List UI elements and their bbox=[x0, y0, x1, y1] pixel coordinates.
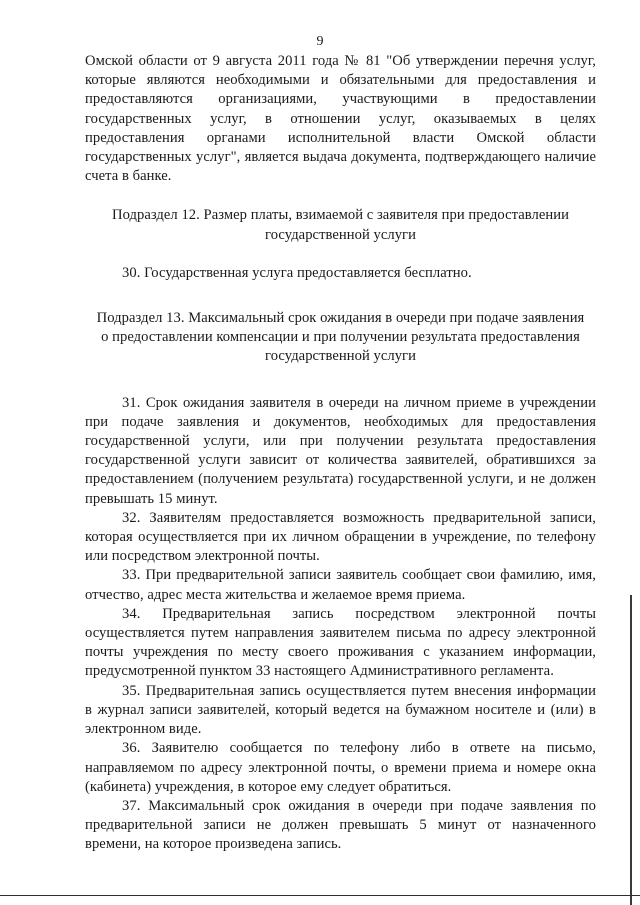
item-35-paragraph: 35. Предварительная запись осуществляется путем внесения информации в журнал записи заявителей, который ведется на бумажном носителе и (или) в электронном виде. bbox=[85, 682, 596, 738]
item-34-paragraph: 34. Предварительная запись посредством электронной почты осуществляется путем направления заявителем письма по адресу электронной почты учреждения по месту своего проживания с указанием информации, предусмотренной пунктом 33 настоящего Административного регламента. bbox=[85, 605, 596, 680]
subsection-12-heading-line-1: Подраздел 12. Размер платы, взимаемой с заявителя при предоставлении bbox=[112, 207, 569, 224]
item-36-paragraph: 36. Заявителю сообщается по телефону либо в ответе на письмо, направляемом по адресу электронной почты, о времени приема и номере окна (кабинета) учреждения, в которое ему следует обратиться. bbox=[85, 740, 596, 795]
scan-edge-shadow-bottom bbox=[0, 895, 640, 896]
item-33-paragraph: 33. При предварительной записи заявитель сообщает свои фамилию, имя, отчество, адрес места жительства и желаемое время приема. bbox=[85, 567, 596, 603]
subsection-12-heading bbox=[85, 206, 596, 244]
item-31-paragraph: 31. Срок ожидания заявителя в очереди на личном приеме в учреждении при подаче заявления и документов, необходимых для предоставления государственной услуги, или при получении результата предоставления государственной услуги зависит от количества заявителей, обратившихся за предоставлением (получением результата) государственной услуги, и не должен превышать 15 минут. bbox=[85, 394, 596, 507]
item-32-paragraph: 32. Заявителям предоставляется возможность предварительной записи, которая осуществляется при их личном обращении в учреждение, по телефону или посредством электронной почты. bbox=[85, 509, 596, 565]
document-body bbox=[85, 52, 596, 855]
subsection-13-heading-line-1: Подраздел 13. Максимальный срок ожидания в очереди при подаче заявления bbox=[96, 310, 585, 327]
subsection-12-heading-line-2: государственной услуги bbox=[265, 226, 416, 243]
item-30-paragraph: 30. Государственная услуга предоставляется бесплатно. bbox=[122, 264, 472, 281]
scan-edge-shadow-right bbox=[630, 595, 632, 905]
page-number: 9 bbox=[316, 34, 324, 49]
item-37-paragraph: 37. Максимальный срок ожидания в очереди при подаче заявления по предварительной записи не должен превышать 5 минут от назначенного времени, на которое произведена запись. bbox=[85, 797, 596, 853]
subsection-13-heading-line-2: о предоставлении компенсации и при получении результата предоставления bbox=[101, 329, 580, 346]
intro-paragraph: Омской области от 9 августа 2011 года № 81 "Об утверждении перечня услуг, которые являются необходимыми и обязательными для предоставления и предоставляются организациями, участвующими в предоставлении государственных услуг, в отношении услуг, оказываемых в целях предоставления органами исполнительной власти Омской области государственных услуг", является выдача документа, подтверждающего наличие счета в банке. bbox=[85, 53, 596, 185]
subsection-13-heading bbox=[85, 309, 596, 367]
subsection-13-heading-line-3: государственной услуги bbox=[265, 348, 416, 365]
